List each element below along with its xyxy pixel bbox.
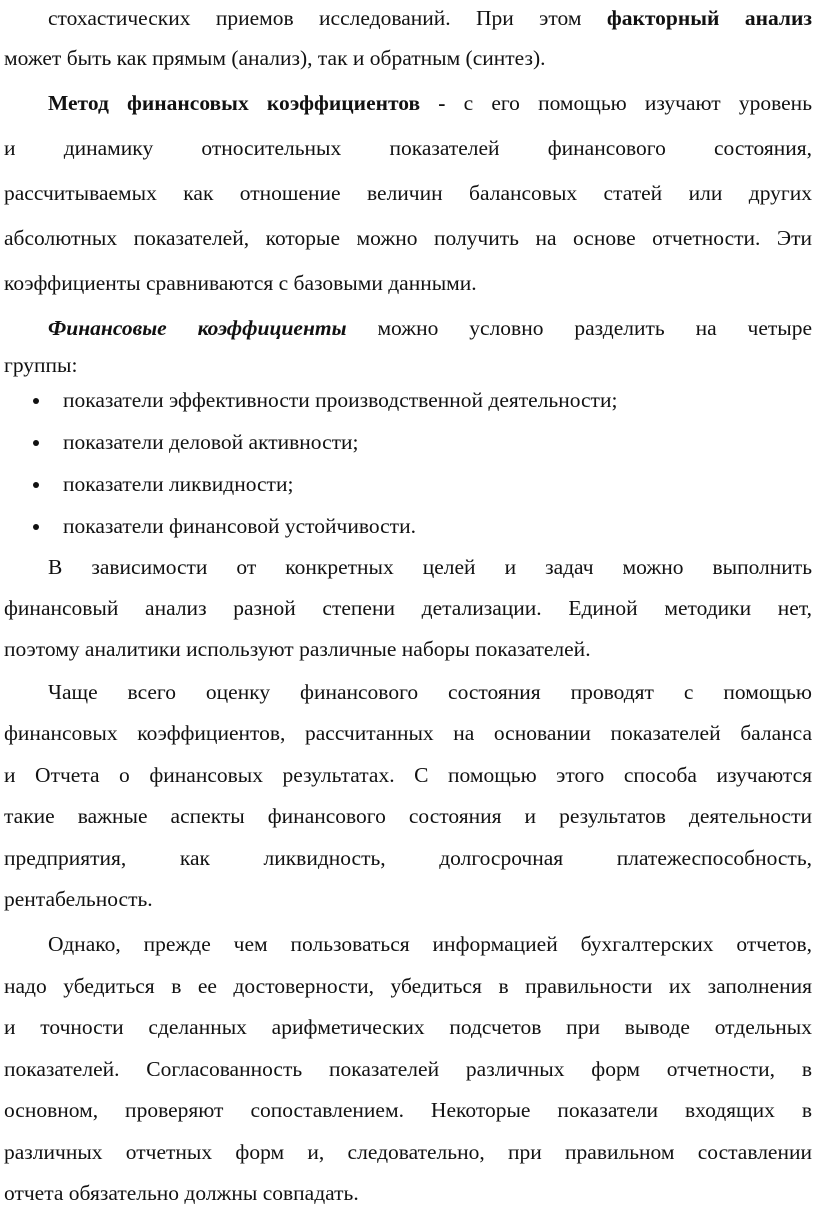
p4-line-2: финансовый анализ разной степени детализации. Единой методики нет, <box>4 596 812 620</box>
p3-line-2: группы: <box>4 353 78 377</box>
p5-line-4: такие важные аспекты финансового состояния и результатов деятельности <box>4 804 812 828</box>
p2-line-1 <box>4 88 812 118</box>
list-item <box>4 427 812 457</box>
p6-line-3: и точности сделанных арифметических подсчетов при выводе отдельных <box>4 1015 812 1039</box>
p6-line-1: Однако, прежде чем пользоваться информацией бухгалтерских отчетов, <box>48 932 812 956</box>
list-item-text: показатели ликвидности; <box>63 472 294 496</box>
p5-line-6: рентабельность. <box>4 887 153 911</box>
financial-coefficients-term: Финансовые коэффициенты <box>48 316 347 340</box>
p6-line-4: показателей. Согласованность показателей различных форм отчетности, в <box>4 1057 812 1081</box>
p2-line-5: коэффициенты сравниваются с базовыми данными. <box>4 271 477 295</box>
p3-line-1 <box>4 313 812 343</box>
p6-line-5: основном, проверяют сопоставлением. Некоторые показатели входящих в <box>4 1098 812 1122</box>
list-item <box>4 385 812 415</box>
method-term: Метод финансовых коэффициентов - <box>48 91 464 115</box>
p4-line-3: поэтому аналитики используют различные наборы показателей. <box>4 637 591 661</box>
p6-line-6: различных отчетных форм и, следовательно, при правильном составлении <box>4 1140 812 1164</box>
list-item <box>4 511 812 541</box>
p5-line-3: и Отчета о финансовых результатах. С помощью этого способа изучаются <box>4 763 812 787</box>
p6-line-7: отчета обязательно должны совпадать. <box>4 1181 359 1205</box>
p4-line-1: В зависимости от конкретных целей и задач можно выполнить <box>48 555 812 579</box>
list-item-text: показатели деловой активности; <box>63 430 359 454</box>
p1-line-1 <box>4 3 812 33</box>
p3-text: можно условно разделить на четыре <box>346 316 813 340</box>
p2-line-2: и динамику относительных показателей финансового состояния, <box>4 136 812 160</box>
p2-line-3: рассчитываемых как отношение величин балансовых статей или других <box>4 181 812 205</box>
p2-text: с его помощью изучают уровень <box>463 91 812 115</box>
bullet-icon <box>33 440 39 446</box>
list-item-text: показатели эффективности производственной деятельности; <box>63 388 618 412</box>
list-item-text: показатели финансовой устойчивости. <box>63 514 416 538</box>
bullet-icon <box>33 398 39 404</box>
p5-line-2: финансовых коэффициентов, рассчитанных на основании показателей баланса <box>4 721 812 745</box>
p5-line-5: предприятия, как ликвидность, долгосрочная платежеспособность, <box>4 846 812 870</box>
bullet-icon <box>33 524 39 530</box>
p6-line-2: надо убедиться в ее достоверности, убедиться в правильности их заполнения <box>4 974 812 998</box>
p5-line-1: Чаще всего оценку финансового состояния проводят с помощью <box>48 680 812 704</box>
p1-text: стохастических приемов исследований. При этом <box>48 6 607 30</box>
factor-analysis-term: факторный анализ <box>606 6 812 30</box>
bullet-icon <box>33 482 39 488</box>
list-item <box>4 469 812 499</box>
p2-line-4: абсолютных показателей, которые можно получить на основе отчетности. Эти <box>4 226 812 250</box>
p1-line-2: может быть как прямым (анализ), так и обратным (синтез). <box>4 46 546 70</box>
